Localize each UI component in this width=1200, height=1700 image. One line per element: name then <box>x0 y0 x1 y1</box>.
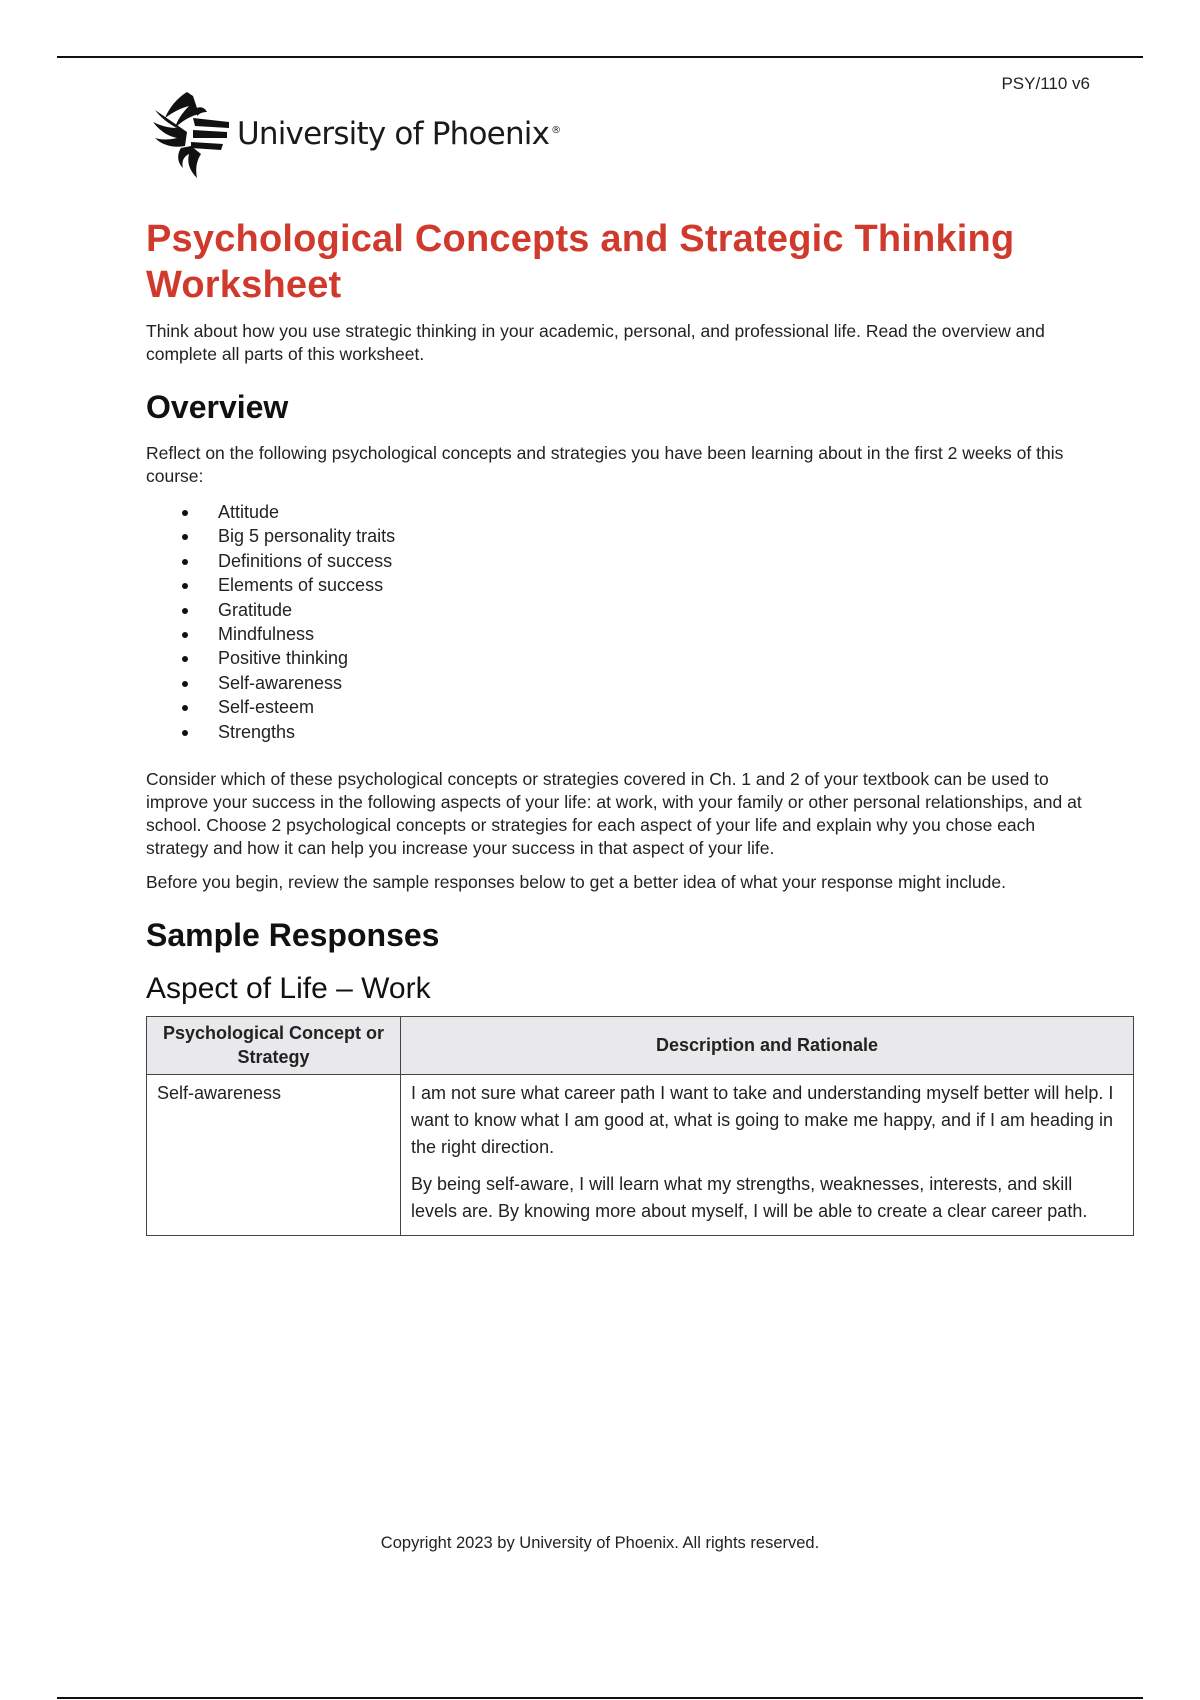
course-code: PSY/110 v6 <box>1001 74 1090 93</box>
logo-text: University of Phoenix <box>237 116 550 152</box>
document-body <box>146 216 1114 1236</box>
description-paragraph: I am not sure what career path I want to take and understanding myself better will help. I want to know what I am good at, what is going to make me happy, and if I am heading in the right direction. <box>411 1083 1114 1158</box>
list-item: Attitude <box>182 500 1086 524</box>
description-column-header: Description and Rationale <box>401 1017 1134 1075</box>
list-item: Definitions of success <box>182 549 1086 573</box>
list-item: Positive thinking <box>182 646 1086 670</box>
description-cell <box>401 1075 1134 1236</box>
list-item: Gratitude <box>182 598 1086 622</box>
university-name <box>237 116 560 152</box>
overview-heading: Overview <box>146 389 289 425</box>
phoenix-bird-logo-icon <box>147 88 231 184</box>
list-item: Big 5 personality traits <box>182 524 1086 548</box>
before-paragraph: Before you begin, review the sample responses below to get a better idea of what your response might include. <box>146 872 1006 893</box>
table-row <box>147 1075 1134 1236</box>
university-logo <box>147 88 560 184</box>
consider-paragraph: Consider which of these psychological concepts or strategies covered in Ch. 1 and 2 of your textbook can be used to improve your success in the following aspects of your life: at work, with your family or other personal relationships, and at school. Choose 2 psychological concepts or strategies for each aspect of your life and explain why you chose each strategy and how it can help you increase your success in that aspect of your life. <box>146 769 1082 859</box>
aspect-subheading: Aspect of Life – Work <box>146 972 431 1006</box>
list-item: Self-awareness <box>182 671 1086 695</box>
sample-response-table <box>146 1016 1134 1236</box>
document-title: Psychological Concepts and Strategic Thinking Worksheet <box>146 218 1015 306</box>
list-item: Self-esteem <box>182 695 1086 719</box>
bottom-rule <box>57 1697 1143 1699</box>
concepts-list <box>146 500 1086 744</box>
sample-responses-heading: Sample Responses <box>146 917 440 954</box>
list-item: Elements of success <box>182 573 1086 597</box>
list-item: Strengths <box>182 720 1086 744</box>
registered-mark: ® <box>551 124 561 136</box>
intro-paragraph: Think about how you use strategic thinking in your academic, personal, and professional life. Read the overview and complete all parts of this worksheet. <box>146 321 1045 364</box>
concept-column-header: Psychological Concept or Strategy <box>147 1017 401 1075</box>
overview-lead: Reflect on the following psychological concepts and strategies you have been learning about in the first 2 weeks of this course: <box>146 443 1064 486</box>
list-item: Mindfulness <box>182 622 1086 646</box>
description-paragraph: By being self-aware, I will learn what my strengths, weaknesses, interests, and skill levels are. By knowing more about myself, I will be able to create a clear career path. <box>411 1174 1088 1222</box>
copyright-footer: Copyright 2023 by University of Phoenix. All rights reserved. <box>380 1534 820 1552</box>
top-rule <box>57 56 1143 58</box>
concept-cell: Self-awareness <box>147 1075 401 1236</box>
table-header-row <box>147 1017 1134 1075</box>
